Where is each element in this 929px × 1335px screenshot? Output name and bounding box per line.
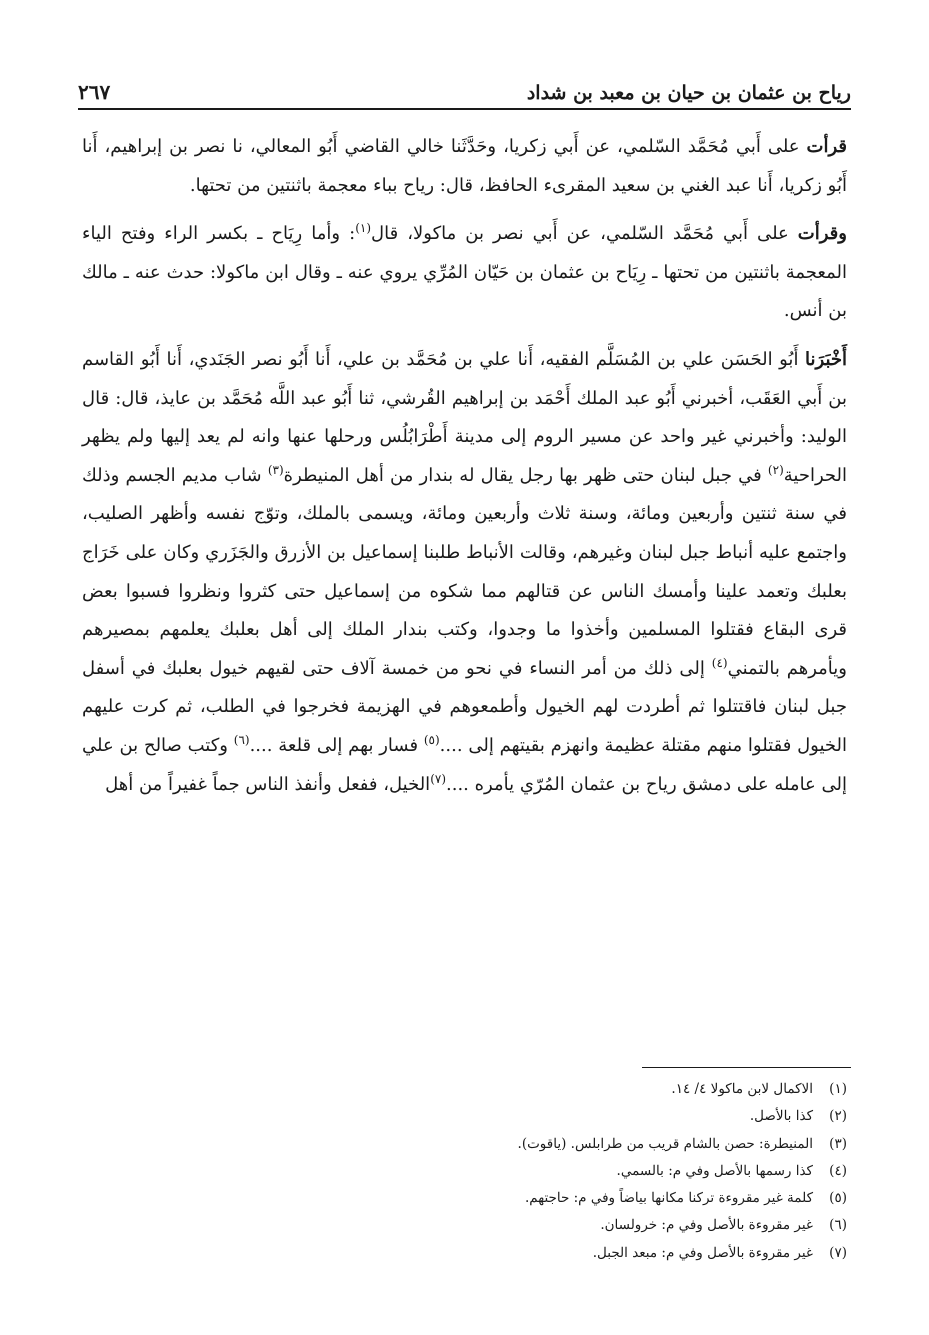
footnote-text: كذا بالأصل. (749, 1108, 813, 1125)
footnote (82, 1240, 847, 1267)
footnote-ref-7: (٧) (430, 771, 447, 786)
page-header (78, 70, 851, 104)
footnote-ref-3: (٣) (267, 462, 284, 477)
footnote-number: (١) (829, 1081, 847, 1097)
footnote-number: (٧) (829, 1244, 847, 1261)
paragraph-text: شاب مديم الجسم وذلك في سنة ثنتين وأربعين ومائة، وسنة ثلاث وأربعين ومائة، ويسمى بالملك، وتوّج نفسه وأظهر الصليب، واجتمع عليه أنباط جبل لبنان وغيرهم، وقالت الأنباط طلبنا إسماعيل بن الأزرق والجَزَري وكان على خَرَاج بعلبك وتعمد علينا وأمسك الناس عن قتالهم مما شكوه من إسماعيل حتى كثروا ونظروا فسبوا بعض قرى البقاع فقتلوا المسلمين وأخذوا ما وجدوا، وكتب بندار الملك إلى أهل بعلبك يعلمهم بمصيرهم ويأمرهم بالتمني (82, 464, 847, 679)
paragraph-text: أَبُو الحَسَن علي بن المُسَلَّم الفقيه، أَنا علي بن مُحَمَّد بن علي، أَنا أَبُو نصر الجَنَدي، أَنا أَبُو القاسم بن أَبي العَقَب، أخبرني أَبُو عبد الملك أَحْمَد بن إبراهيم القُرشي، ثنا أَبُو عبد اللَّه مُحَمَّد بن عايذ، قال: قال الوليد: وأخبرني غير واحد عن مسير الروم إلى مدينة أَطْرَابُلُس ورحلها عنها وانه لم يعد إليها ولم يظهر الحراحية (82, 348, 847, 486)
footnote-number: (٥) (829, 1190, 847, 1207)
paragraph-text: الخيل، ففعل وأنفذ الناس جماً غفيراً من أهل (105, 773, 431, 795)
running-title: رياح بن عثمان بن حيان بن معبد بن شداد (526, 82, 851, 104)
footnote (82, 1131, 847, 1158)
footnote (82, 1076, 847, 1103)
lead-word: وقرأت (797, 223, 847, 245)
paragraph-text: : وأما رِيَاح ـ بكسر الراء وفتح الياء المعجمة باثنتين من تحتها ـ رِيَاح بن عثمان بن حَيّان المُرِّي يروي عنه ـ وقال ابن ماكولا: حدث عنه ـ مالك بن أنس. (82, 223, 847, 322)
page-number: ٢٦٧ (78, 80, 111, 104)
footnote-text: كذا رسمها بالأصل وفي م: بالسمي. (616, 1162, 813, 1179)
paragraph-text: إلى ذلك من أمر النساء في نحو من خمسة آلاف حتى لقيهم خيول بعلبك في أسفل جبل لبنان فاقتتلوا ثم أطردت لهم الخيول وأطمعوهم في الهزيمة فخرجوا في الطلب، ثم كرت عليهم الخيول فقتلوا منهم مقتلة عظيمة وانهزم بقيتهم إلى .... (82, 657, 847, 756)
footnotes (82, 1076, 847, 1267)
footnote-number: (٦) (829, 1217, 847, 1234)
paragraph-text: فسار بهم إلى قلعة .... (249, 734, 424, 756)
footnote-number: (٤) (829, 1162, 847, 1179)
footnote-ref-5: (٥) (423, 732, 440, 747)
footnote-text: كلمة غير مقروءة تركنا مكانها بياضاً وفي م: حاجتهم. (524, 1190, 813, 1207)
main-text (82, 128, 847, 814)
footnote-ref-6: (٦) (233, 732, 250, 747)
paragraph-text: على أَبي مُحَمَّد السّلمي، عن أَبي نصر بن ماكولا، قال (371, 223, 798, 245)
footnote-number: (٣) (829, 1135, 847, 1152)
paragraph-1 (82, 128, 847, 205)
footnote (82, 1185, 847, 1212)
paragraph-text: وكتب صالح بن علي إلى عامله على دمشق رياح بن عثمان المُرّي يأمره .... (82, 734, 847, 795)
footnote-ref-4: (٤) (711, 655, 728, 670)
paragraph-text: في جبل لبنان حتى ظهر بها رجل يقال له بندار من أهل المنيطرة (283, 464, 768, 486)
footnote-ref-1: (١) (355, 221, 372, 236)
footnote-ref-2: (٢) (767, 462, 784, 477)
footnote (82, 1103, 847, 1130)
paragraph-2 (82, 215, 847, 331)
paragraph-3 (82, 341, 847, 804)
footnote-text: غير مقروءة بالأصل وفي م: مبعد الجبل. (592, 1244, 813, 1261)
footnote-number: (٢) (829, 1108, 847, 1125)
paragraph-text: على أَبي مُحَمَّد السّلمي، عن أَبي زكريا، وحَدَّثَنا خالي القاضي أَبُو المعالي، نا نصر بن إبراهيم، أَنا أَبُو زكريا، أَنا عبد الغني بن سعيد المقرىء الحافظ، قال: رياح بباء معجمة باثنتين من تحتها. (82, 136, 847, 196)
footnote-text: غير مقروءة بالأصل وفي م: خرولسان. (600, 1217, 813, 1234)
header-rule (78, 108, 851, 110)
footnote (82, 1212, 847, 1239)
footnote-text: المنيطرة: حصن بالشام قريب من طرابلس. (ياقوت). (517, 1135, 813, 1152)
footnote-text: الاكمال لابن ماكولا ٤/ ١٤. (671, 1081, 813, 1097)
footnote (82, 1158, 847, 1185)
lead-word: أَخْبَرَنا (805, 348, 848, 370)
footnote-rule (642, 1067, 851, 1068)
lead-word: قرأت (806, 136, 847, 157)
